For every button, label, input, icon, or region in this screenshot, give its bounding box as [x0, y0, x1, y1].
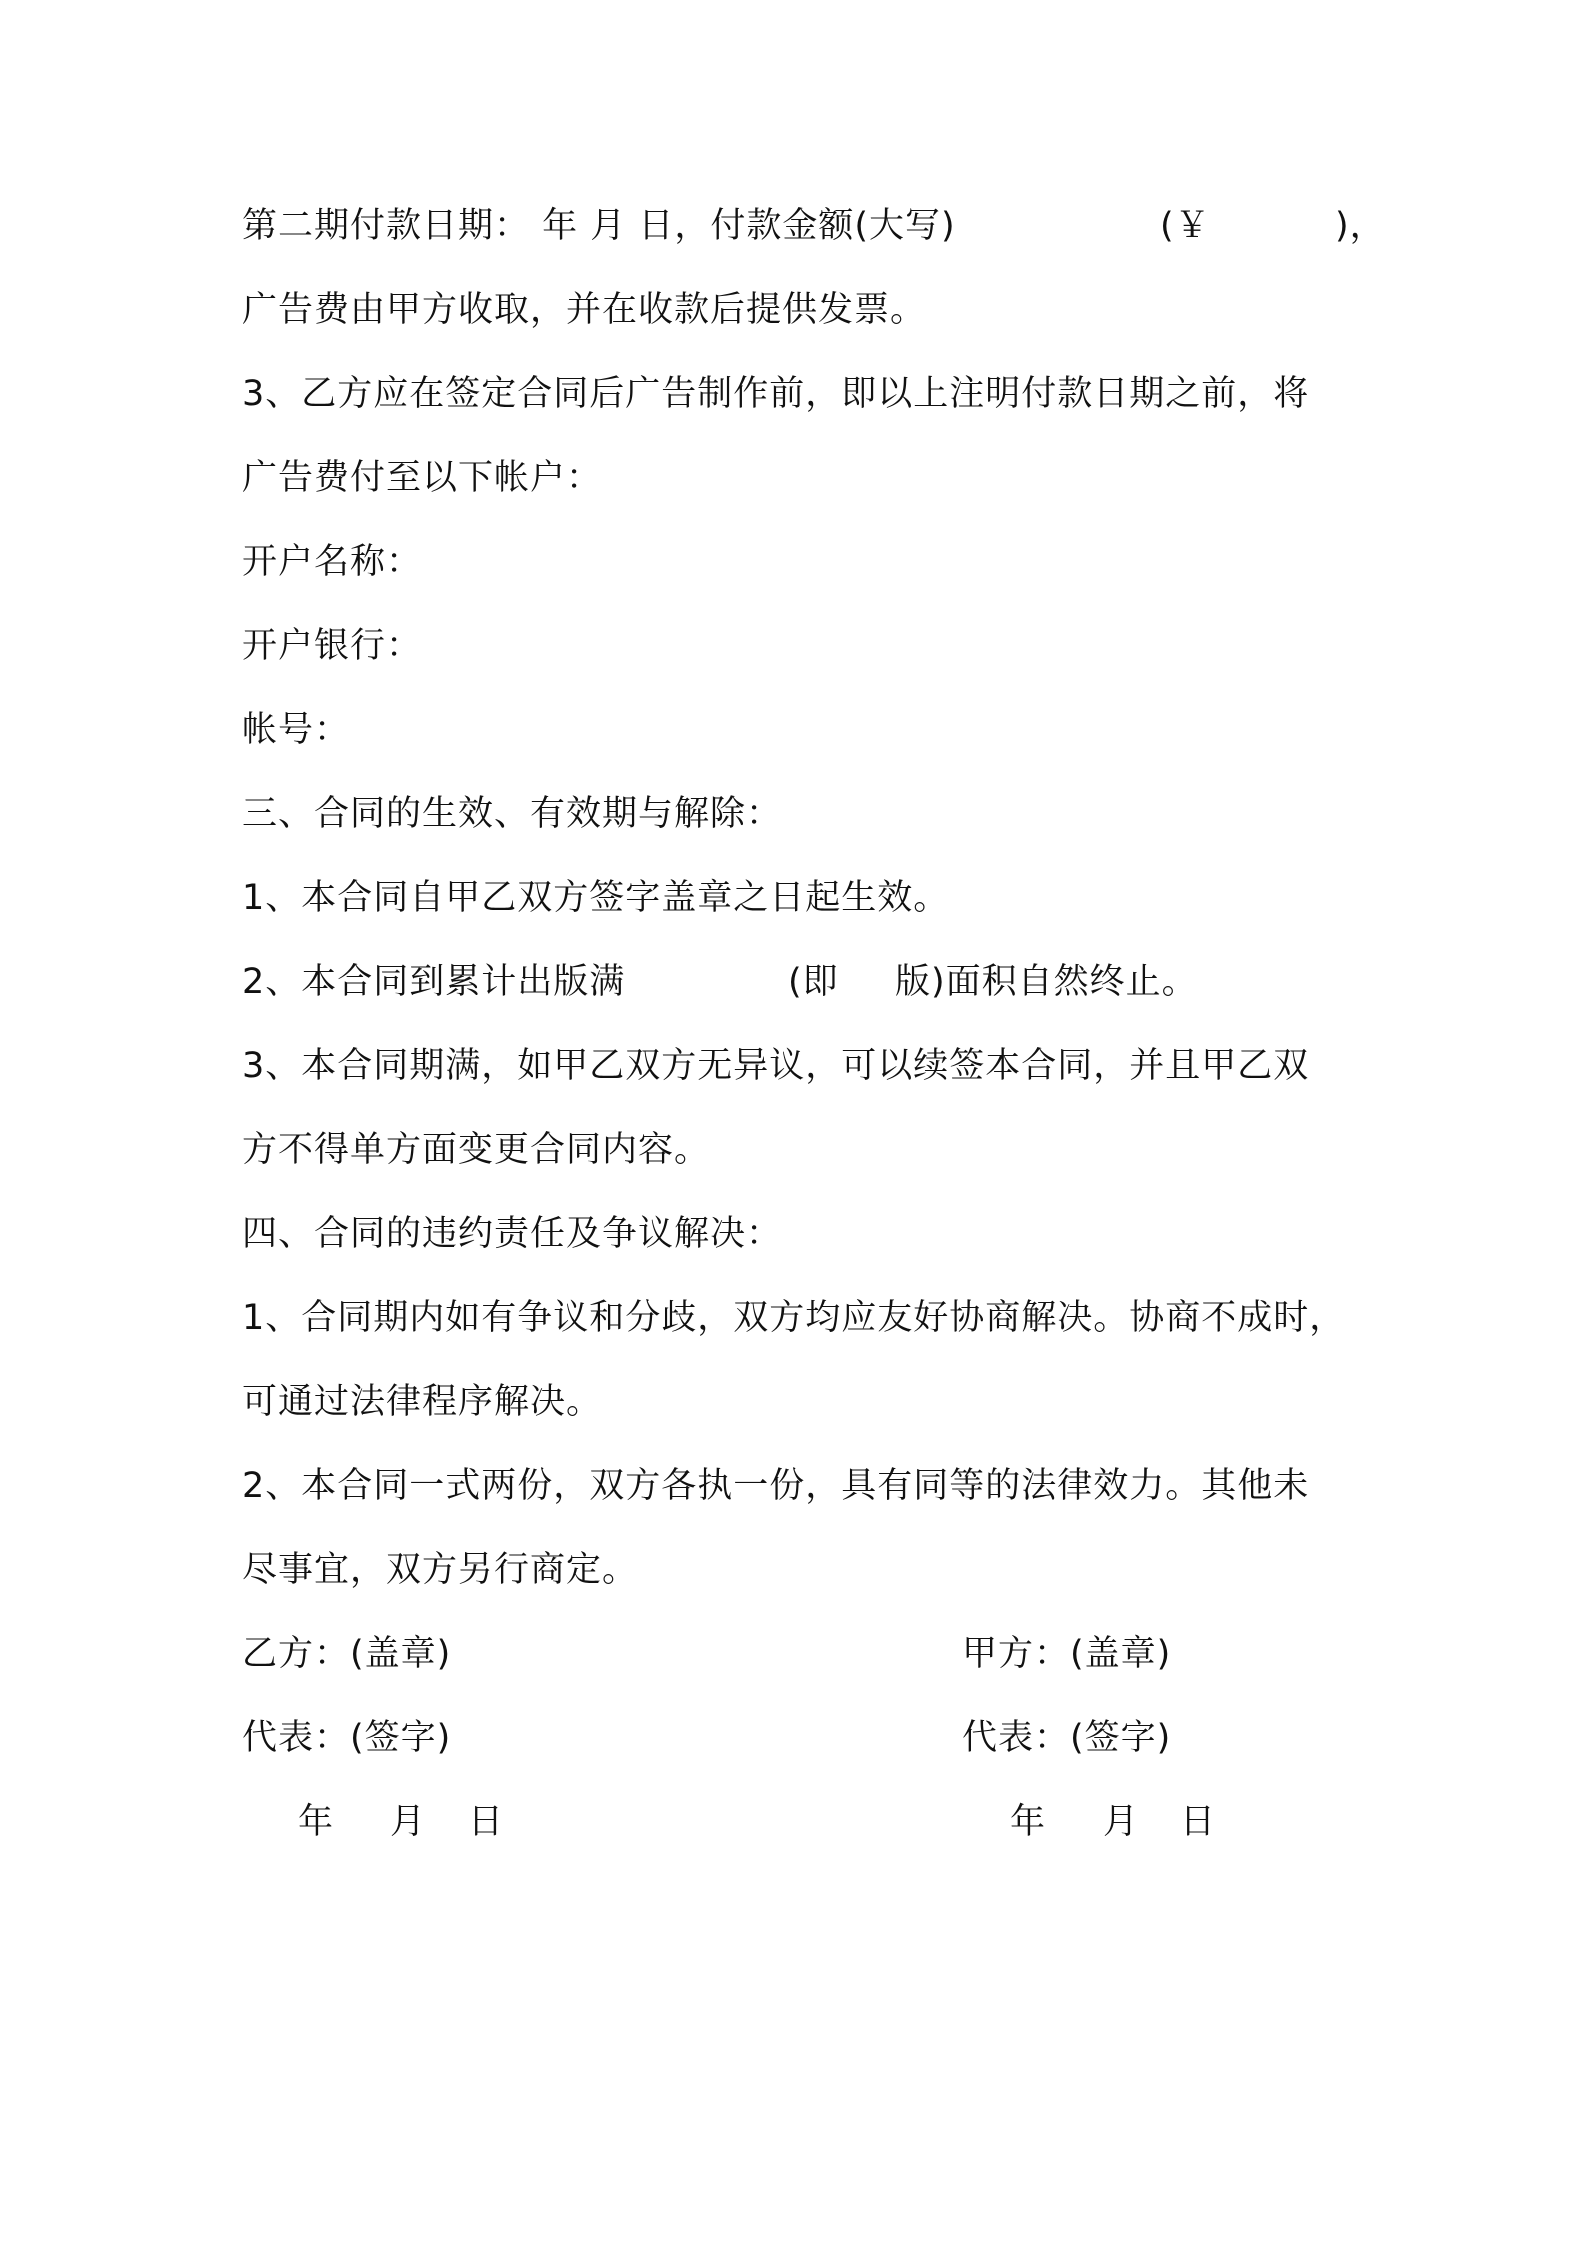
party-b-rep-label: 代表：(签字)	[242, 1718, 452, 1758]
bank-name-label: 开户银行：	[242, 626, 423, 666]
amount-paren-close: )，	[1335, 206, 1386, 246]
account-number-label: 帐号：	[242, 710, 351, 750]
text-line: 1、本合同自甲乙双方签字盖章之日起生效。	[242, 878, 950, 918]
text-line: 1、合同期内如有争议和分歧，双方均应友好协商解决。协商不成时，	[242, 1298, 1346, 1338]
text-line: 可通过法律程序解决。	[242, 1382, 603, 1422]
text-line: 尽事宜，双方另行商定。	[242, 1550, 639, 1590]
term-paren-close: 版)面积自然终止。	[895, 962, 1198, 1002]
text-line: 2、本合同一式两份，双方各执一份，具有同等的法律效力。其他未	[242, 1466, 1310, 1506]
party-b-month: 月	[390, 1802, 427, 1842]
term-line: 2、本合同到累计出版满	[242, 962, 626, 1002]
term-paren-open: (即	[788, 962, 839, 1002]
text-line: 3、本合同期满，如甲乙双方无异议，可以续签本合同，并且甲乙双	[242, 1046, 1310, 1086]
amount-paren-open: (￥	[1160, 206, 1211, 246]
text-line: 3、乙方应在签定合同后广告制作前，即以上注明付款日期之前，将	[242, 374, 1310, 414]
party-a-year: 年	[1010, 1802, 1047, 1842]
text-line: 方不得单方面变更合同内容。	[242, 1130, 711, 1170]
party-a-month: 月	[1103, 1802, 1140, 1842]
text-line: 广告费付至以下帐户：	[242, 458, 603, 498]
payment-date-line: 第二期付款日期： 年 月 日，付款金额(大写)	[242, 206, 956, 246]
section-heading: 三、合同的生效、有效期与解除：	[242, 794, 783, 834]
section-heading: 四、合同的违约责任及争议解决：	[242, 1214, 783, 1254]
party-b-day: 日	[468, 1802, 505, 1842]
party-b-seal-label: 乙方：(盖章)	[242, 1634, 452, 1674]
party-b-year: 年	[298, 1802, 335, 1842]
party-a-rep-label: 代表：(签字)	[962, 1718, 1172, 1758]
account-name-label: 开户名称：	[242, 542, 423, 582]
text-line: 广告费由甲方收取，并在收款后提供发票。	[242, 290, 927, 330]
party-a-seal-label: 甲方：(盖章)	[962, 1634, 1172, 1674]
party-a-day: 日	[1180, 1802, 1217, 1842]
